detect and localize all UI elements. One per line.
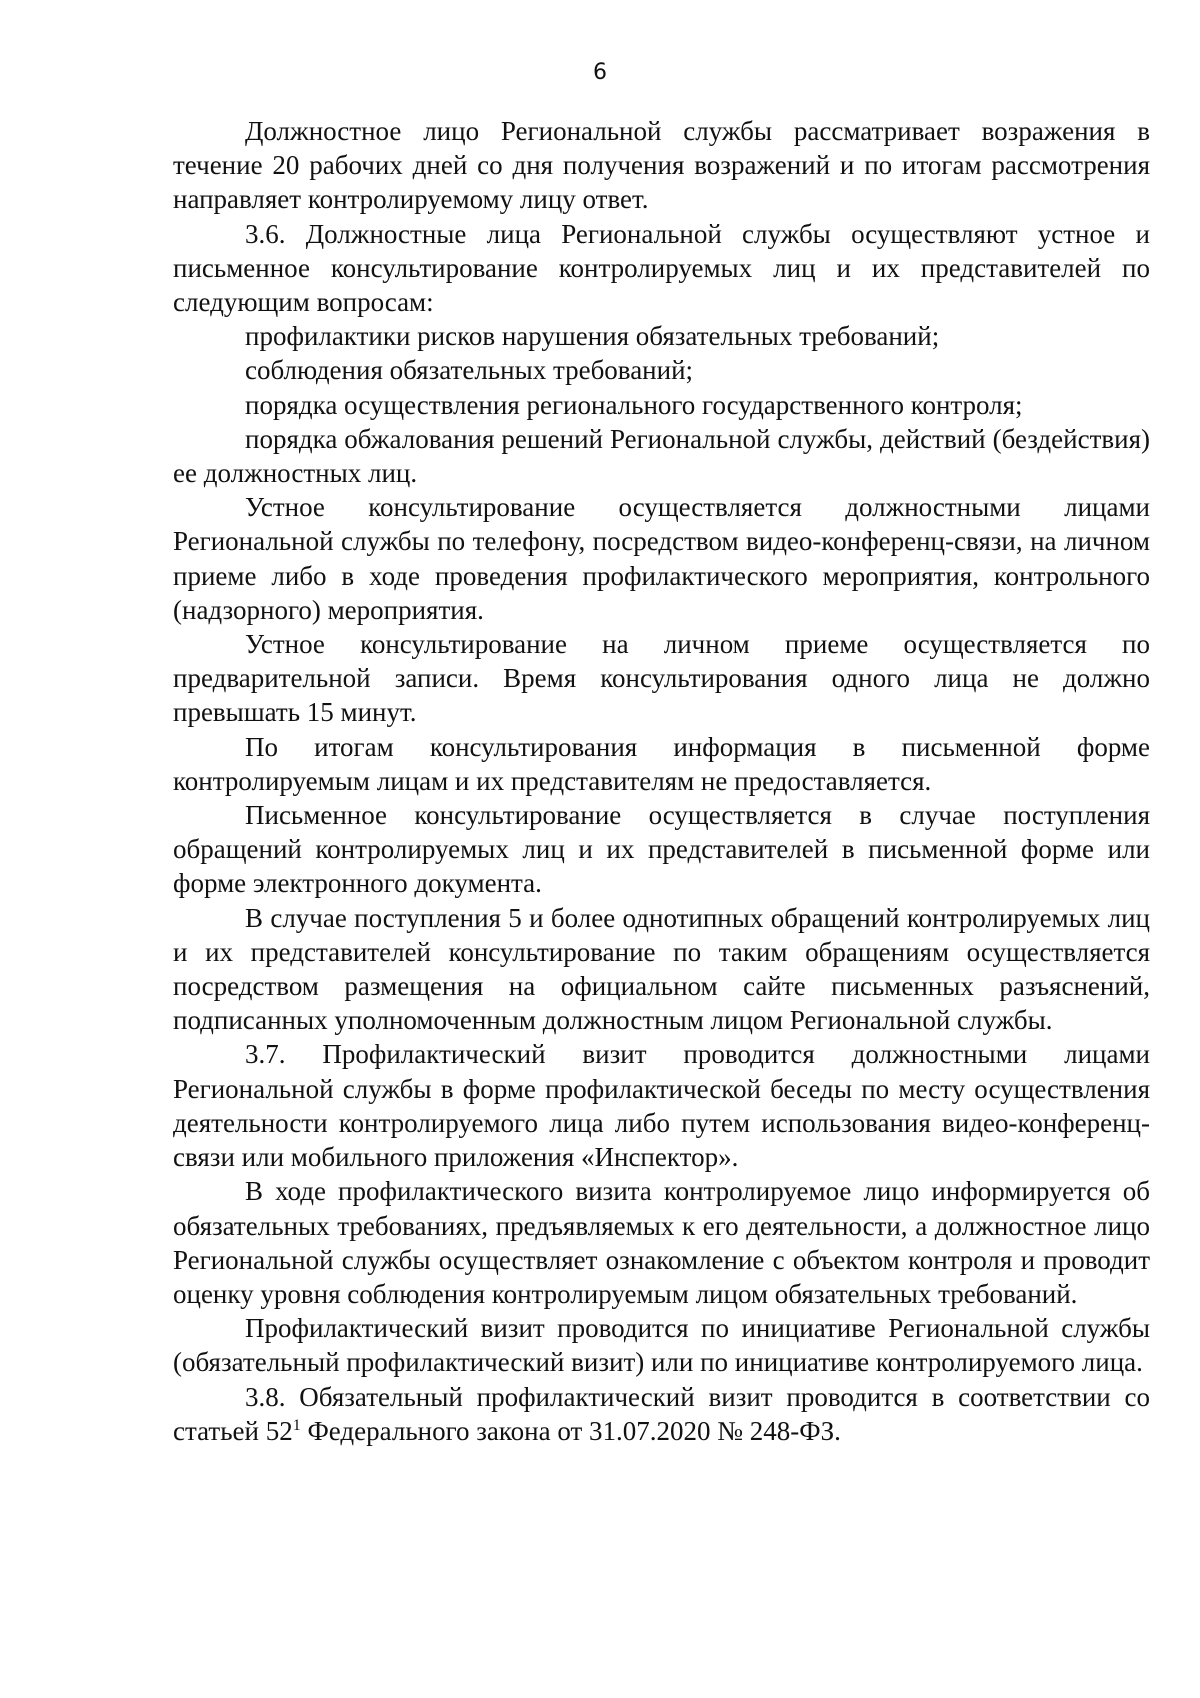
list-item-control-procedure: порядка осуществления регионального государственного контроля; — [245, 389, 1023, 420]
paragraph-similar-requests: В случае поступления 5 и более однотипных обращений контролируемых лиц и их представителей консультирование по таким обращениям осуществляется посредством размещения на официальном сайте письменных разъяснений, подписанных уполномоченным должностным лицом Региональной службы. — [173, 902, 1150, 1036]
document-body — [173, 114, 1150, 1448]
list-item-risk-prevention: профилактики рисков нарушения обязательных требований; — [245, 321, 940, 352]
paragraph-objection-review: Должностное лицо Региональной службы рассматривает возражения в течение 20 рабочих дней со дня получения возражений и по итогам рассмотрения направляет контролируемому лицу ответ. — [173, 116, 1150, 215]
paragraph-personal-reception: Устное консультирование на личном приеме осуществляется по предварительной записи. Время консультирования одного лица не должно превышать 15 минут. — [173, 629, 1150, 728]
paragraph-3-6-consultation: 3.6. Должностные лица Региональной службы осуществляют устное и письменное консультирование контролируемых лиц и их представителей по следующим вопросам: — [173, 218, 1150, 318]
paragraph-visit-information: В ходе профилактического визита контролируемое лицо информируется об обязательных требованиях, предъявляемых к его деятельности, а должностное лицо Региональной службы осуществляет ознакомление с объектом контроля и проводит оценку уровня соблюдения контролируемым лицом обязательных требований. — [173, 1176, 1150, 1309]
paragraph-3-7-preventive-visit: 3.7. Профилактический визит проводится должностными лицами Региональной службы в форме профилактической беседы по месту осуществления деятельности контролируемого лица либо путем использования видео-конференц-связи или мобильного приложения «Инспектор». — [173, 1039, 1150, 1173]
paragraph-3-8-text-start: 3.8. Обязательный профилактический визит проводится в соответствии со статьей 52 — [173, 1381, 1150, 1446]
paragraph-oral-consultation: Устное консультирование осуществляется должностными лицами Региональной службы по телефону, посредством видео-конференц-связи, на личном приеме либо в ходе проведения профилактического мероприятия, контрольного (надзорного) мероприятия. — [173, 492, 1150, 625]
page-number: 6 — [593, 60, 607, 85]
paragraph-3-8-text-end: Федерального закона от 31.07.2020 № 248-ФЗ. — [300, 1415, 841, 1446]
paragraph-visit-initiative: Профилактический визит проводится по инициативе Региональной службы (обязательный профилактический визит) или по инициативе контролируемого лица. — [173, 1313, 1150, 1378]
paragraph-written-consultation: Письменное консультирование осуществляется в случае поступления обращений контролируемых лиц и их представителей в письменной форме или форме электронного документа. — [173, 800, 1150, 899]
paragraph-no-written-answer: По итогам консультирования информация в письменной форме контролируемым лицам и их представителям не предоставляется. — [173, 731, 1150, 796]
list-item-appeal-procedure: порядка обжалования решений Региональной службы, действий (бездействия) ее должностных лиц. — [173, 423, 1150, 489]
list-item-compliance: соблюдения обязательных требований; — [245, 355, 694, 386]
article-superscript: 1 — [292, 1416, 301, 1434]
paragraph-3-8-mandatory-visit — [173, 1380, 1150, 1448]
